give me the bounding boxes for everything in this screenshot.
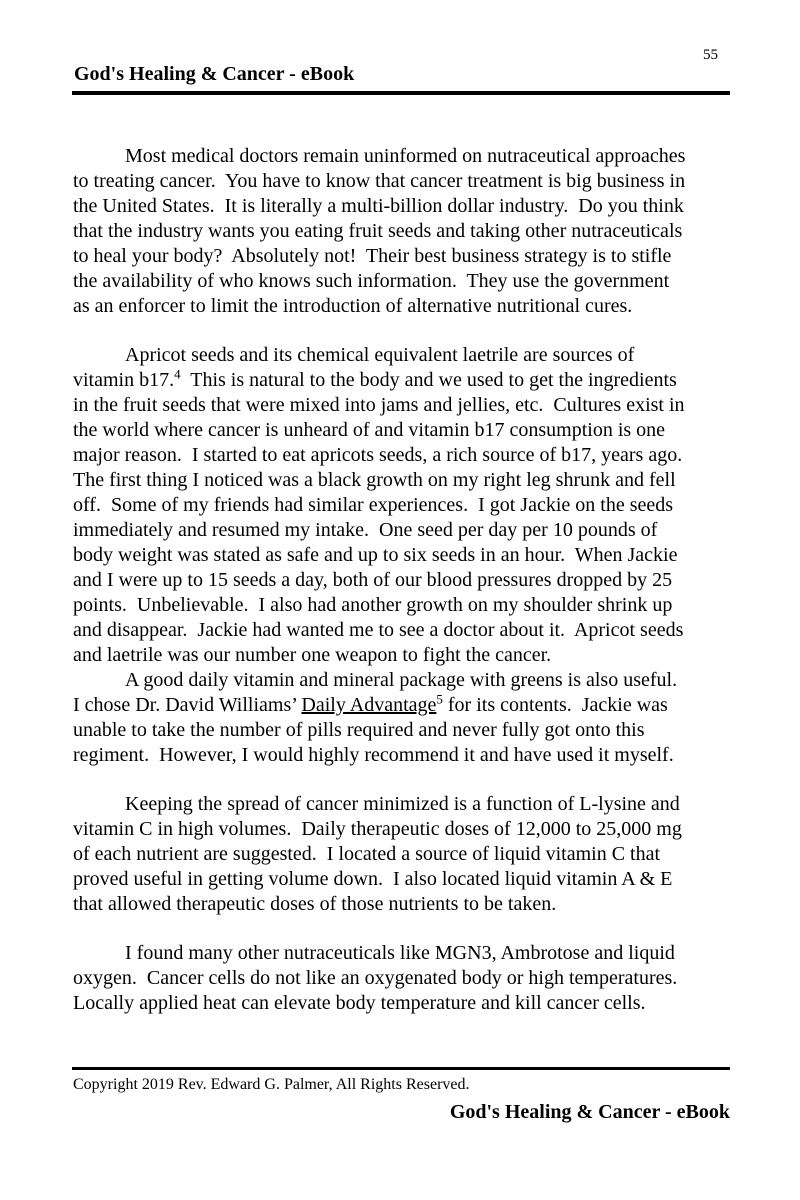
text-run: immediately and resumed my intake. One seed per day per 10 pounds of: [73, 519, 658, 541]
text-line: [73, 194, 733, 219]
text-line: [73, 543, 733, 568]
text-line: [73, 144, 733, 169]
text-run: Locally applied heat can elevate body temperature and kill cancer cells.: [73, 992, 646, 1014]
text-line: [73, 269, 733, 294]
text-run: and laetrile was our number one weapon to fight the cancer.: [73, 644, 552, 666]
text-line: [73, 941, 733, 966]
text-line: [73, 468, 733, 493]
text-run: to heal your body? Absolutely not! Their best business strategy is to stifle: [73, 245, 672, 267]
text-line: [73, 743, 733, 768]
text-run: in the fruit seeds that were mixed into jams and jellies, etc. Cultures exist in: [73, 394, 685, 416]
text-line: [73, 842, 733, 867]
text-run: Keeping the spread of cancer minimized is a function of L-lysine and: [125, 793, 680, 815]
paragraph: [73, 941, 733, 1016]
text-line: [73, 668, 733, 693]
text-line: [73, 718, 733, 743]
body-text: [73, 144, 733, 1016]
text-run: and I were up to 15 seeds a day, both of our blood pressures dropped by 25: [73, 569, 673, 591]
text-run: the availability of who knows such information. They use the government: [73, 270, 670, 292]
text-run: of each nutrient are suggested. I located a source of liquid vitamin C that: [73, 843, 661, 865]
text-line: [73, 418, 733, 443]
text-line: [73, 792, 733, 817]
text-run: and disappear. Jackie had wanted me to see a doctor about it. Apricot seeds: [73, 619, 684, 641]
text-line: [73, 169, 733, 194]
text-run: off. Some of my friends had similar experiences. I got Jackie on the seeds: [73, 494, 674, 516]
paragraph: [73, 792, 733, 917]
text-line: [73, 867, 733, 892]
text-run: I chose Dr. David Williams’: [73, 694, 302, 716]
text-line: [73, 991, 733, 1016]
text-run: The first thing I noticed was a black growth on my right leg shrunk and fell: [73, 469, 676, 491]
paragraph: [73, 668, 733, 768]
text-run: Most medical doctors remain uninformed on nutraceutical approaches: [125, 145, 686, 167]
text-run: vitamin C in high volumes. Daily therapeutic doses of 12,000 to 25,000 mg: [73, 818, 682, 840]
text-line: [73, 368, 733, 393]
text-line: [73, 393, 733, 418]
text-run: proved useful in getting volume down. I also located liquid vitamin A & E: [73, 868, 673, 890]
text-line: [73, 618, 733, 643]
text-run: I found many other nutraceuticals like MGN3, Ambrotose and liquid: [125, 942, 675, 964]
text-run: A good daily vitamin and mineral package with greens is also useful.: [125, 669, 678, 691]
text-run: vitamin b17.: [73, 369, 175, 391]
text-run: body weight was stated as safe and up to six seeds in an hour. When Jackie: [73, 544, 678, 566]
text-line: [73, 966, 733, 991]
text-run: regiment. However, I would highly recommend it and have used it myself.: [73, 744, 674, 766]
text-line: [73, 593, 733, 618]
text-run: oxygen. Cancer cells do not like an oxygenated body or high temperatures.: [73, 967, 678, 989]
text-run: points. Unbelievable. I also had another growth on my shoulder shrink up: [73, 594, 673, 616]
text-run: This is natural to the body and we used to get the ingredients: [180, 369, 677, 391]
header-title: God's Healing & Cancer - eBook: [74, 63, 355, 85]
paragraph: [73, 144, 733, 319]
footer-rule: [72, 1067, 730, 1070]
text-run: the world where cancer is unheard of and vitamin b17 consumption is one: [73, 419, 666, 441]
text-line: [73, 244, 733, 269]
footnote-ref: 5: [436, 691, 443, 707]
text-line: [73, 294, 733, 319]
text-line: [73, 493, 733, 518]
text-line: [73, 693, 733, 718]
text-line: [73, 643, 733, 668]
text-run: to treating cancer. You have to know that cancer treatment is big business in: [73, 170, 686, 192]
text-line: [73, 343, 733, 368]
footer-title: God's Healing & Cancer - eBook: [449, 1101, 730, 1123]
underlined-title[interactable]: Daily Advantage: [301, 694, 437, 716]
text-run: that allowed therapeutic doses of those nutrients to be taken.: [73, 893, 557, 915]
footnote-ref: 4: [174, 366, 181, 382]
text-line: [73, 892, 733, 917]
header-rule: [72, 91, 730, 95]
text-line: [73, 443, 733, 468]
text-line: [73, 568, 733, 593]
footer-copyright: Copyright 2019 Rev. Edward G. Palmer, All Rights Reserved.: [73, 1076, 470, 1093]
text-line: [73, 518, 733, 543]
text-run: for its contents. Jackie was: [442, 694, 668, 716]
text-run: unable to take the number of pills required and never fully got onto this: [73, 719, 645, 741]
text-run: Apricot seeds and its chemical equivalent laetrile are sources of: [125, 344, 635, 366]
text-line: [73, 219, 733, 244]
text-run: the United States. It is literally a multi-billion dollar industry. Do you think: [73, 195, 684, 217]
text-run: that the industry wants you eating fruit seeds and taking other nutraceuticals: [73, 220, 683, 242]
text-line: [73, 817, 733, 842]
text-run: major reason. I started to eat apricots seeds, a rich source of b17, years ago.: [73, 444, 683, 466]
page-number: 55: [703, 47, 718, 63]
text-run: as an enforcer to limit the introduction of alternative nutritional cures.: [73, 295, 633, 317]
paragraph: [73, 343, 733, 668]
